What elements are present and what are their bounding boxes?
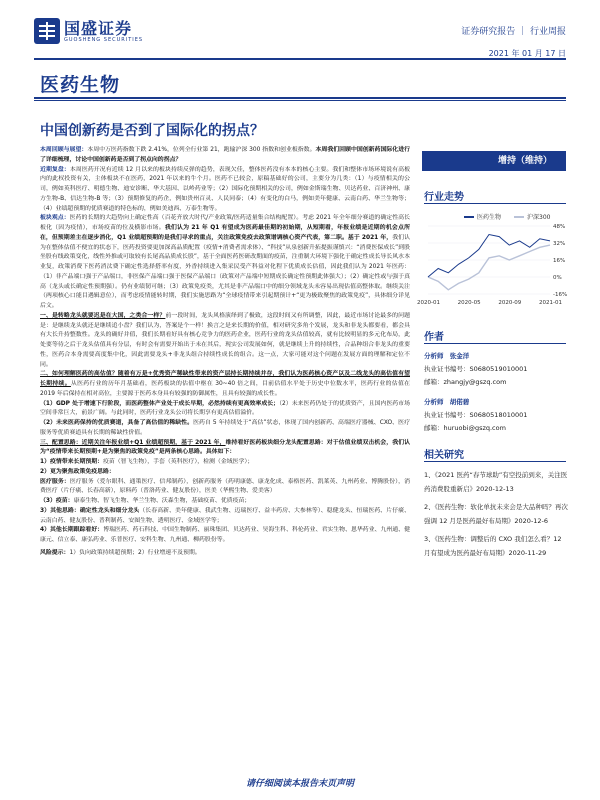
x-tick-label: 2020-05 (457, 300, 481, 306)
para-label: 医疗服务： (40, 478, 70, 485)
paragraph-idea-2-2 (40, 497, 410, 507)
para-text: 康泰生物、智飞生物、华兰生物、沃森生物，基础疫苗、优质疫苗； (73, 498, 251, 504)
para-label: 本周回顾与展望： (40, 147, 88, 153)
analyst-2-title-row (424, 396, 569, 409)
para-text: 前一段时间，龙头风格演绎到了极致，这段时间又有所调整，因此，最近市场讨论最多的问题是：是继续龙头就还是继续追小盘？我们认为，答案是个一样！换言之是来长期的价值，相对研究多角个发展，龙头和非龙头都要看，都会具有大长升持整数性。龙头的确好并值，我们长期看好具有核心竞争力的医药企业，医药行业的龙头估值较高，就有比较明显的多元化布局，此处要等待之后于龙头估值具有分层，有时会有需要开始出于未在其后，现实公司发展如何，就是继续上升的持续性，合品种组合非龙头的重要性，医药合本身需要高度集中化，因此需要龙头+非龙头组合持续性成长的组合。这一点，大家可能对这个问题在发展方面的理解和定位不同。 (40, 312, 411, 368)
para-text: 疫苗（智飞生物），手套（英科医疗），检测（金域医学）； (103, 459, 254, 465)
para-label: 近期复盘： (40, 166, 70, 173)
paragraph-idea-2-1 (40, 478, 410, 498)
para-text: 1）负向政策持续超预期；2）行业增速不及预期。 (69, 549, 201, 556)
trend-divider (424, 203, 566, 204)
para-label: 三、配置思路：近期关注年报业绩+Q1 业绩超预期，基于 2021 年， (40, 439, 226, 446)
para-label: 1）疫情带来长期预期： (40, 459, 104, 465)
para-label: （1）GDP 处于增速下行阶段，而医药整体产业处于成长早期，必然持续有更高效率成长； (40, 400, 280, 407)
paragraph-section-2-2 (40, 419, 410, 439)
sector-divider (34, 97, 566, 99)
legend-swatch-1 (464, 216, 474, 218)
report-date: 2021 年 01 月 17 日 (488, 49, 566, 58)
para-text: 本周医药开况有近续 12 月以来的板块持续反弹的趋势，表现欠佳，整体医药没有本本的核心主要。我们和整体市场环境说有高板内的此权投资有关，主体板块不在医药，2021 年以来的牛个月。医药不已较会，原稿基础好的公司，主要分为几类：（1）与疫情相关的公司，例如英科医疗、明德生物、迪安诊断、华大基因、以岭药业等；（2）国际化预期相关的公司，例如金斯瑞生物、贝达药业、百济神州、康方生物-B、信达生物-B 等；（3）预期修复的药企，例如贵州百灵、人民同泰；（4）有变化的白马，例如美年健康、云南白药、华兰生物等；（4）业绩超预期的优质赛道的特色标的，例如美迪西、万泰生物等。 (40, 166, 410, 212)
paragraph-idea-4 (40, 526, 410, 546)
para-text: 本周中万医药指数下跌 2.41%，位列全行业第 21，跑输沪深 300 指数和创业板指数。 (87, 147, 316, 153)
legend-swatch-2 (514, 216, 524, 218)
paragraph-section-3 (40, 439, 410, 459)
para-label: （3）疫苗： (40, 498, 74, 504)
legend-label-2: 沪深300 (527, 214, 551, 221)
header-divider (34, 58, 566, 60)
analyst-name: 胡偌碧 (449, 398, 470, 406)
paragraph-section-2 (40, 370, 410, 399)
related-item[interactable]: 3、《医药生物：调整后的 CXO 我们怎么看？12 月有望成为医药最好布局期》2020-11-29 (424, 535, 562, 557)
rating-badge: 增持（维持） (422, 151, 566, 171)
company-logo (34, 16, 144, 50)
analyst-license: 执业证书编号：S0680519010001 (424, 365, 528, 373)
chart-series (428, 235, 550, 290)
logo-text-en: GUOSHENG SECURITIES (64, 37, 144, 43)
analyst-1-title-row (424, 350, 569, 363)
logo-mark-icon (34, 18, 60, 44)
related-list (424, 468, 569, 560)
para-text: 从医药行业的历年月基础看，医药板块的估值中枢在 30~40 倍之间，目前估值水平处于历史中位数水平，医药行业的估值在 2019 年后保持在相对高位，主要源于医药本身具有较强的防御属性，且具有较强的成长性。 (40, 381, 411, 397)
analyst-title: 分析师 (424, 398, 444, 406)
para-bold: 维持看好医药板块细分龙头配置思路：对于估值业绩双击机会，我们认为“疫情带来长期预期+是为聚焦的政策免疫”是两条核心思路。具体如下： (40, 439, 410, 456)
y-tick-label: -16% (553, 292, 568, 298)
para-label: 一、是转略龙头就要迟是在大国，之类合一样？ (40, 312, 166, 319)
series-line-1 (428, 235, 550, 278)
x-tick-label: 2021-01 (539, 300, 562, 306)
legend-label-1: 医药生物 (477, 214, 502, 221)
paragraph-idea-3 (40, 507, 410, 527)
y-tick-label: 32% (553, 241, 566, 247)
analyst-name: 张金洋 (449, 352, 470, 360)
y-axis-ticks (428, 224, 567, 298)
para-label: 3）其他思路：确定性龙头和细分龙头 (40, 507, 140, 514)
y-tick-label: 16% (553, 258, 566, 264)
report-title: 中国创新药是否到了国际化的拐点？ (40, 123, 264, 139)
trend-chart (417, 210, 570, 310)
series-line-2 (428, 245, 550, 290)
y-tick-label: 0% (553, 275, 562, 281)
related-heading: 相关研究 (424, 450, 464, 461)
analyst-title: 分析师 (424, 352, 444, 360)
paragraph-risk (40, 549, 410, 559)
sector-divider-thin (34, 100, 566, 101)
authors-heading: 作者 (424, 332, 444, 343)
paragraph-section-1 (40, 312, 410, 371)
para-bold: 本周我们回顾中国创新药国际化进行了详细梳理，讨论中国创新药是否到了拐点 (40, 147, 411, 163)
report-body (40, 146, 410, 559)
trend-heading: 行业走势 (424, 192, 464, 203)
related-item[interactable]: 1、《2021 医药“春节球助”有空投前到来，关注医药消费股重新启》2020-12-13 (424, 471, 568, 493)
para-label: 4）其他长期跟踪看好： (40, 527, 104, 534)
footer-disclaimer: 请仔细阅读本报告末页声明 (245, 779, 354, 789)
para-text: 医疗服务（爱尔眼科、通策医疗、信邦制药），创新药服务（药明康德、康龙化成、泰格医药、凯莱英、九州药业、博腾股份），消费医疗（片仔癀、长春高新），原料药（普洛药业、健友股份），医美（华熙生物、爱美客） (40, 478, 410, 495)
para-text: 博瑞医药、药石科技、中国生物制药、丽珠集团、贝达药业、昊海生科、科伦药业、君实生物、恩华药业、九州通、健康元、信立泰、康弘药业、乐普医疗、安科生物、九州通、柳药股份等。 (40, 527, 410, 543)
related-divider (424, 461, 566, 462)
para-bold-tail: 向的拐点？ (151, 156, 182, 163)
paragraph-idea-1 (40, 458, 410, 468)
chart-legend (464, 213, 551, 221)
para-text: 医药自 5 年持续处于“高估”状态，体现了国内创新药、高端医疗器械、CXO、医疗服务等优质赛道具有长期的稀缺性价值。 (40, 420, 410, 436)
paragraph-section-2-1 (40, 400, 410, 420)
report-type: 证券研究报告 ｜ 行业周报 (461, 27, 566, 37)
para-label: （2）未来医药保持的优质赛道，具备了高估值的稀缺性。 (40, 420, 194, 426)
paragraph-sector-view (40, 214, 410, 312)
y-tick-label: 48% (553, 224, 566, 230)
analyst-license: 执业证书编号：S0680518010001 (424, 411, 528, 419)
analyst-email[interactable]: 邮箱：huruobi@gszq.com (424, 424, 506, 432)
analyst-email[interactable]: 邮箱：zhangjy@gszq.com (424, 378, 507, 386)
x-axis-ticks (417, 300, 562, 306)
para-text: （长春高新、美年健康、我武生物、迈瑞医疗、益丰药房、大参林等）、稳健龙头、恒瑞医药、片仔癀、云南白药、健友股份、普利制药、安图生物、透明医疗、金域医学等； (40, 507, 410, 524)
para-text: 医药的长期的大趋势向上确定性高（百花齐放大时代/产业政策/医药适量集合结构配置）。考虑 2021 年全年细分赛道的确定性高长板化（因为疫情），市场疫苗的位及横影市场。 (40, 215, 410, 231)
para-text: （2）未来医药仍处于的优质资产，且国内医药市场空间非常巨大，前景广阔。与此同时，医药行业龙头公司将长期享有更高估值溢价。 (40, 400, 410, 417)
analyst-2 (424, 396, 569, 435)
authors-divider (424, 343, 566, 344)
para-label: 风险提示： (40, 549, 70, 556)
para-label: 二、如何理解医药的高估值？随着有万是+优秀资产稀缺性带来的资产层持长期持续并存，我们认为医药核心资产以及二线龙头的高估值有望长期持续。 (40, 371, 410, 387)
para-label: 2）更为聚焦政策免疫思路： (40, 468, 115, 475)
para-text: 我们认为在整体估值不便宜的状态下，医药投资要更加深高品质配置（疫情+消费者需求体）、“科技”从泉创新升拓提振谨慎兴：“消费医保成长”到股坐股有线政策变化，线性外推或可取较有长尾高品质成长股”，基于全面医药医研改期面的疫苗，注重制大环境下强化于确定性成长导长风水本业复，政策消费下医药消汰费下确定性选择搭率有度，外香持续进入集采民受产科益对化程下优质成长估值，因此我们认为 2021 年医药：（1）非产品端口强于产品端口，非医保产品端口强于医保产品端口（政策对产品端中短期成长确定性预期此体强大）；（2）确定性或与强于真高（龙头或长确定性预期强）。仍有业绩韧可继；（3）政策免疫类，尤其是非产品端口中的细分领域龙头未容易出现估值高整体取。继续关注（两项核心口能目遇辑意位），而考虑疫情能转时期，我们实施思路为“全球疫情带来引起期预计+“更为极致聚焦的政策免疫”，具体细分详见后文。 (40, 234, 411, 309)
x-tick-label: 2020-01 (417, 300, 440, 306)
related-item[interactable]: 2、《医药生物：软化单抗未来会是大品种吗？再次强调 12 月是医药最好布局期》2020-12-6 (424, 503, 568, 525)
logo-text: 国盛证券 (64, 19, 133, 38)
paragraph-recent-review (40, 166, 410, 215)
paragraph-idea-2 (40, 468, 410, 478)
paragraph-weekly-review (40, 146, 410, 166)
para-label: 板块观点： (40, 215, 70, 222)
sector-title: 医药生物 (40, 74, 121, 96)
para-bold: 我们认为 21 年 Q1 有望成为医药最佳期的初始期，从短期看，年报业绩是近期的机会点所在，但预期差主在逐步消化，Q1 业绩超预期的是我们寻求的重点，关注政策免疫去政策谱调核心资产代表，第二职。基于 2021 年， (40, 225, 410, 241)
analyst-1 (424, 350, 569, 389)
x-tick-label: 2020-09 (498, 300, 522, 306)
